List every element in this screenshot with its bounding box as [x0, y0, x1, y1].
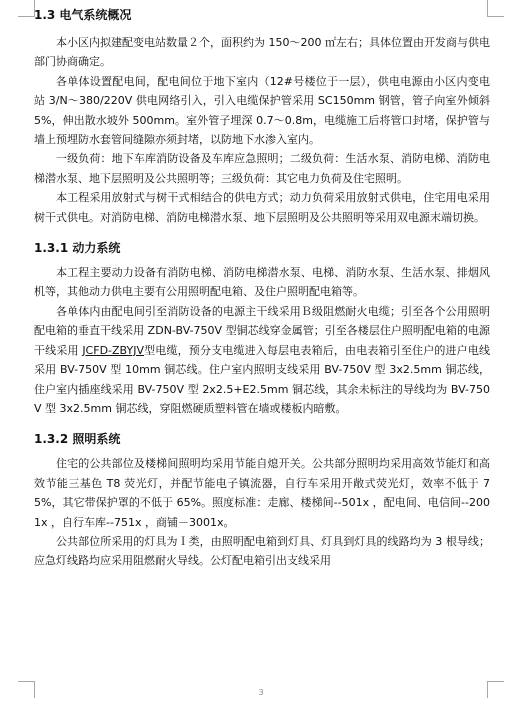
- paragraph: 公共部位所采用的灯具为Ｉ类，由照明配电箱到灯具、灯具到灯具的线路均为 3 根导线；应急灯线路均应采用阻燃耐火导线。公灯配电箱引出支线采用: [34, 534, 490, 568]
- paragraph: 各单体设置配电间，配电间位于地下室内（12#号楼位于一层），供电电源由小区内变电站 3/N～380/220V 供电网络引入，引入电缆保护管采用 SC150mm 钢管，管子向室外倾斜 5%，伸出散水坡外 500mm。室外管子埋深 0.7～0.8m，电缆施工后将管口封堵，保护管与墙上预埋防水套管间缝隙亦须封堵，以防地下水渗入室内。: [34, 74, 490, 147]
- page-corner-mark: [18, 0, 35, 17]
- page-number: 3: [258, 688, 264, 697]
- section-heading: 1.3 电气系统概况: [34, 8, 132, 22]
- document-body: [34, 6, 490, 571]
- section-heading: 1.3.2 照明系统: [34, 432, 121, 447]
- paragraph: 本小区内拟建配变电站数量２个，面积约为 150～200 ㎡左右；具体位置由开发商与供电部门协商确定。: [34, 36, 490, 69]
- paragraph: 本工程主要动力设备有消防电梯、消防电梯潜水泵、电梯、消防水泵、生活水泵、排烟风机等，其他动力供电主要有公用照明配电箱、及住户照明配电箱等。: [34, 266, 490, 299]
- paragraph: [34, 302, 490, 418]
- paragraph: 住宅的公共部位及楼梯间照明均采用节能自熄开关。公共部分照明均采用高效节能灯和高效节能三基色 T8 荧光灯，并配节能电子镇流器，自行车采用开敞式荧光灯，效率不低于 75%，其它带保护罩的不低于 65%。照度标准：走廊、楼梯间--501x ，配电间、电信间--2001x ，自行车库--751x ，商铺－3001x。: [34, 457, 490, 529]
- section-heading: 1.3.1 动力系统: [34, 241, 121, 256]
- paragraph: 本工程采用放射式与树干式相结合的供电方式；动力负荷采用放射式供电，住宅用电采用树干式供电。对消防电梯、消防电梯潜水泵、地下层照明及公共照明等采用双电源末端切换。: [34, 191, 490, 224]
- paragraph-text: 型电缆，预分支电缆进入每层电表箱后，由电表箱引至住户的进户电线采用 BV-750V 型 10mm 铜芯线。住户室内照明支线采用 BV-750V 型 3x2.5mm 铜芯线，住户室内插座线采用 BV-750V 型 2x2.5+E2.5mm 铜芯线，其余未标注的导线均为 BV-750V 型 3x2.5mm 铜芯线，穿阻燃硬质塑料管在墙或楼板内暗敷。: [34, 343, 491, 415]
- cable-model-term: JCFD-ZBYJV: [82, 343, 144, 357]
- paragraph-text: 各单体内由配电间引至消防设备的电源主干线采用Ｂ级阻燃耐火电缆；引至各个公用照明配电箱的垂直干线采用 ZDN-BV-750V 型铜芯线穿金属管；引至各楼层住户照明配电箱的电源干线采用: [34, 304, 490, 357]
- paragraph: 一级负荷：地下车库消防设备及车库应急照明；二级负荷：生活水泵、消防电梯、消防电梯潜水泵、地下层照明及公共照明等；三级负荷：其它电力负荷及住宅照明。: [34, 152, 490, 185]
